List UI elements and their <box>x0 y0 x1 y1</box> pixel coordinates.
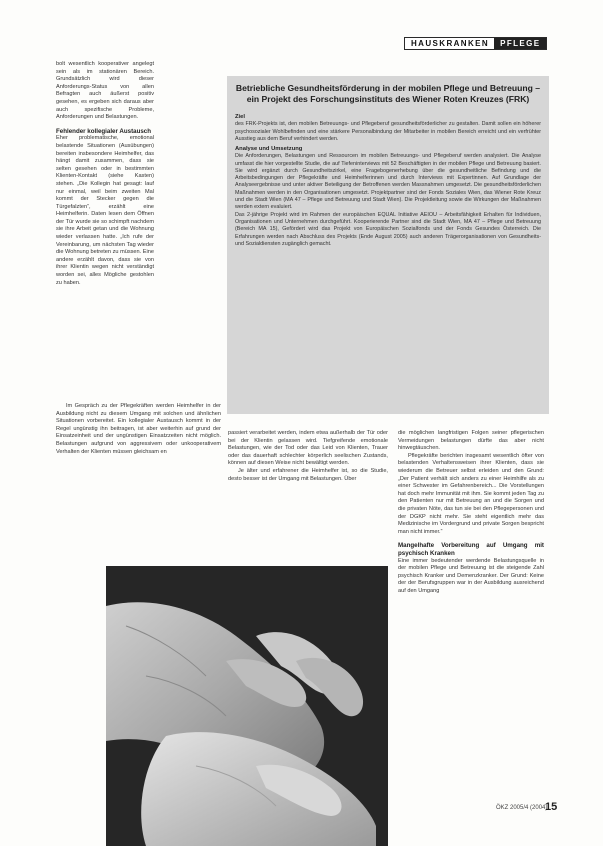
column-1-top <box>56 61 154 287</box>
paragraph: Im Gespräch zu der Pflegekräften werden Heimhelfer in der Ausbildung nicht zu diesem Umgang mit solchen und ähnlichen Situationen vorbereitet. Ein kollegialer Austausch kommt in der Regel ungünstig ihn beitragen, ist aber weiterhin auf grund der Einsatzeinheit und der ungünstigen Einsatzzeiten nicht möglich. Belastungen aufgrund von aggressivem oder unkooperativem Verhalten der Klienten müssen gleichsam en <box>56 403 221 455</box>
section-tag-left: HAUSKRANKEN <box>405 38 494 49</box>
hands-photo-illustration <box>106 566 388 846</box>
paragraph: Je älter und erfahrener die Heimhelfer ist, so die Studie, desto besser ist der Umgang mit Belastungen. Über <box>228 467 388 482</box>
paragraph: bolt wesentlich kooperativer angelegt sein als im stationären Bereich. Grundsätzlich wird dieser Anforderungs-Status von allen Befragten auch äußerst positiv gesehen, es ergeben sich daraus aber auch spezifische Probleme, Anforderungen und Belastungen. <box>56 61 154 121</box>
section-tag <box>404 37 547 50</box>
info-box-paragraph: Das 2-jährige Projekt wird im Rahmen der europäischen EQUAL Initiative AEIOU – Arbeitsfähigkeit Erhalten für Individuen, Organisationen und Unternehmen durchgeführt. Kooperierende Partner sind die Stadt Wien, MA 47 – Pflege und Betreuung (Bereich MA 15), Gefördert wird das Projekt von Europäischen Sozialfonds und der Fonds Gesundes Österreich. Die Erfahrungen werden nach Abschluss des Projekts (Ende August 2005) auch anderen Trägerorganisationen von Gesundheits- und Sozialdiensten zugänglich gemacht. <box>235 211 541 247</box>
info-box-heading-ziel: Ziel <box>235 114 245 120</box>
paragraph: Eine immer bedeutender werdende Belastungsquelle in der mobilen Pflege und Betreuung ist die steigende Zahl psychisch Kranker und Demenzkranker. Der Grund: Keine der der Berufsgruppen war in der Ausbildung ausreichend auf den Umgang <box>398 557 544 594</box>
journal-footer: ÖKZ 2005/4 (2004) <box>496 805 548 811</box>
paragraph: passiert verarbeitet werden, indem etwa außerhalb der Tür oder bei der Klientin gelassen wird. Tiefgreifende emotionale Belastungen, wie der Tod oder das Leid von Klienten, Trauer oder das dauerhaft schlechter körperlich seelischen Zustands, können auf diesen Weise nicht bewältigt werden. <box>228 430 388 467</box>
info-box <box>227 76 549 414</box>
column-1-continued <box>56 403 221 456</box>
column-3 <box>398 430 544 595</box>
hands-photo <box>106 566 388 846</box>
section-tag-right: PFLEGE <box>494 38 546 49</box>
info-box-title: Betriebliche Gesundheitsförderung in der mobilen Pflege und Betreuung – ein Projekt des Forschungsinstituts des Wiener Roten Kreuzes (FRK) <box>235 83 541 104</box>
paragraph: die möglichen langfristigen Folgen seiner pflegerischen Vermeidungen belastungen dürfte das aber nicht hinwegtäuschen. <box>398 430 544 452</box>
paragraph: Eher problematische, emotional belastende Situationen (Ausübungen) bereiten insbesondere Heimhelfer, das hängt damit zusammen, dass sie selten gesehen oder in bestimmten Klienten-Kontakt (siehe Kasten) stehen. „Die Kollegin hat gesagt: lauf nur einmal, weil beim zweiten Mal kommt der Stecker gegen die Türgefalzten“, erzählt eine Heimhelferin. Daten lesen dem Öffnen der Tür wurde sie so schimpft nachdem sie ihre Arbeit getan und die Wohnung wieder verlassen hatte. „Ich rufe der Vereinbarung, um nächsten Tag wieder die Wohnung betreten zu müssen. Eine andere erzählt davon, dass sie von ihrer Klientin wegen nicht verständigt worden sei, alles Mögliche gestohlen zu haben. <box>56 135 154 286</box>
column-2 <box>228 430 388 483</box>
page-number: 15 <box>545 801 558 813</box>
info-box-paragraph: Die Anforderungen, Belastungen und Ressourcen im mobilen Betreuungs- und Pflegeberuf werden analysiert. Die Analyse umfasst die hier vorgestellte Studie, die auf Tiefeninterviews mit 52 Beschäftigten in der mobilen Pflege und Betreuung basiert. Sie wird ergänzt durch Gesundheitszirkel, eine Fragebogenerhebung über die gesundheitliche Befindung und die Arbeitsbedingungen der Pflegekräfte und Heimhelferinnen und durch Interviews mit Expertinnen. Auf Grundlage der Analyseergebnisse und unter aktiver Beteiligung der Betroffenen werden Massnahmen umgesetzt. Die gesundheitsförderlichen Maßnahmen werden in den Organisationen umgesetzt. Projektpartner sind der Fonds Soziales Wien, das Wiener Rote Kreuz und die Stadt Wien (MA 47 – Pflege und Betreuung und Stadt Wien). Die Projektleitung sowie die Wirkungen der Maßnahmen werden extern evaluiert. <box>235 153 541 211</box>
subheading: Mangelhafte Vorbereitung auf Umgang mit psychisch Kranken <box>398 542 544 557</box>
info-box-heading-analyse: Analyse und Umsetzung <box>235 146 303 153</box>
subheading: Fehlender kollegialer Austausch <box>56 127 152 135</box>
info-box-paragraph: des FRK-Projekts ist, den mobilen Betreuungs- und Pflegeberuf gesundheitsförderlicher zu gestalten. Damit sollen ein höherer psychosozialer Wohlbefinden und eine stärkere Personalbindung der Mitarbeiter in mobilen Bereich erreicht und ein verfrühter Ausstieg aus dem Beruf verhindert werden. <box>235 121 541 142</box>
paragraph: Pflegekräfte berichten insgesamt wesentlich öfter von belastenden Verhaltensweisen ihrer Klienten, dass sie wiederum die Betreuer selbst erleiden und den Grund: „Der Patient verhält sich anders zu einer Heimhilfe als zu einer Schwester im Gefahrenbereich... Die Vorstellungen hat doch mehr Immunität mit ihm. Sie kommt jeden Tag zu den Patienten nur mit Betreuung an und die Sorgen und die privaten Nöte, das tun sie bei den Pflegepersonen und der DGKP nicht mehr. Sie steht eigentlich mehr das Medizinische im Vordergrund und private Sorgen bespricht man nicht immer.“ <box>398 452 544 535</box>
